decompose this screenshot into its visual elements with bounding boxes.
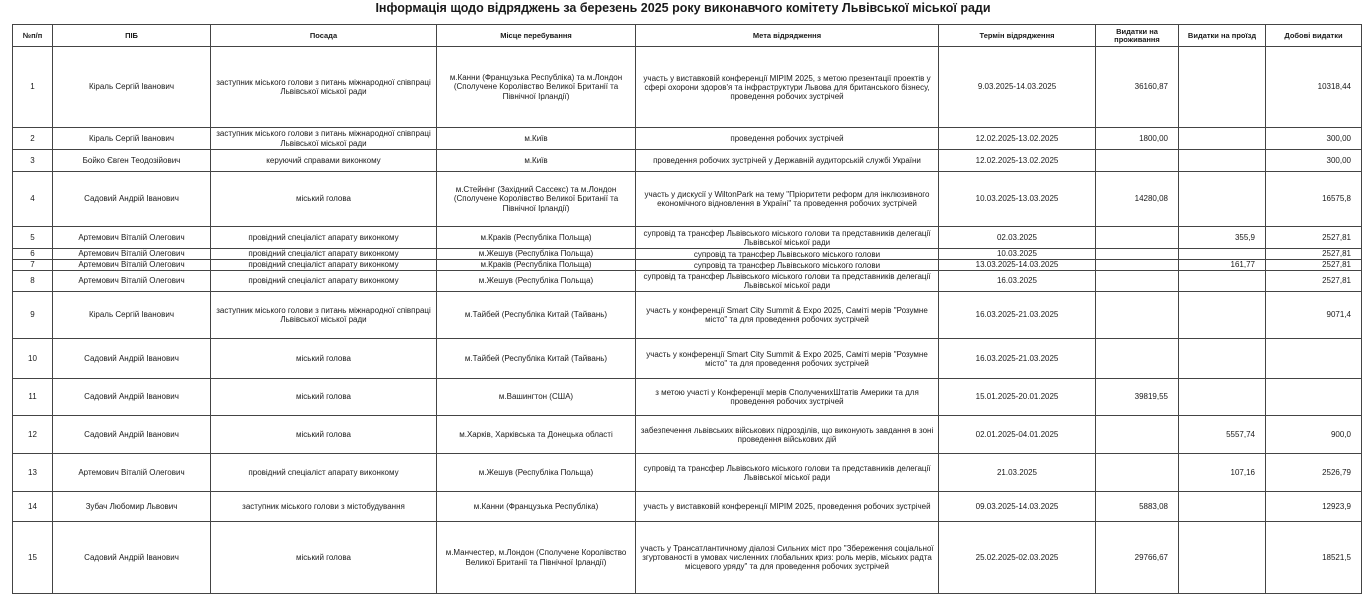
cell-name: Садовий Андрій Іванович [53,172,211,227]
cell-place: м.Жешув (Республіка Польща) [437,454,636,492]
col-header-name: ПІБ [53,25,211,47]
table-row [13,292,1362,339]
cell-number: 8 [13,271,53,292]
cell-living-costs [1096,292,1179,339]
cell-travel-costs: 161,77 [1179,260,1266,271]
table-row [13,339,1362,379]
cell-travel-costs [1179,47,1266,128]
cell-travel-costs: 355,9 [1179,227,1266,249]
cell-travel-costs [1179,150,1266,172]
cell-purpose: з метою участі у Конференції мерів СполученихШтатів Америки та для проведення робочих зустрічей [636,379,939,416]
cell-purpose: супровід та трансфер Львівського міського голови та представників делегації Львівської міської ради [636,227,939,249]
cell-travel-costs [1179,492,1266,522]
cell-name: Артемович Віталій Олегович [53,227,211,249]
cell-position: заступник міського голови з питань міжнародної співпраці Львівської міської ради [211,128,437,150]
cell-daily-costs: 2527,81 [1266,271,1362,292]
cell-purpose: забезпечення львівських військових підрозділів, що виконують завдання в зоні проведення військових дій [636,416,939,454]
cell-daily-costs: 18521,5 [1266,522,1362,594]
cell-number: 5 [13,227,53,249]
cell-travel-costs [1179,339,1266,379]
cell-place: м.Тайбей (Республіка Китай (Тайвань) [437,339,636,379]
cell-place: м.Жешув (Республіка Польща) [437,271,636,292]
cell-travel-costs [1179,172,1266,227]
cell-term: 9.03.2025-14.03.2025 [939,47,1096,128]
cell-purpose: супровід та трансфер Львівського міського голови [636,260,939,271]
cell-position: заступник міського голови з питань міжнародної співпраці Львівської міської ради [211,47,437,128]
cell-travel-costs [1179,522,1266,594]
cell-position: міський голова [211,522,437,594]
cell-place: м.Київ [437,150,636,172]
cell-daily-costs: 12923,9 [1266,492,1362,522]
cell-position: керуючий справами виконкому [211,150,437,172]
cell-term: 10.03.2025-13.03.2025 [939,172,1096,227]
col-header-purpose: Мета відрядження [636,25,939,47]
cell-living-costs: 29766,67 [1096,522,1179,594]
cell-living-costs [1096,227,1179,249]
cell-purpose: участь у конференції Smart City Summit & Expo 2025, Саміті мерів "Розумне місто" та для проведення робочих зустрічей [636,292,939,339]
cell-number: 11 [13,379,53,416]
cell-living-costs [1096,416,1179,454]
cell-number: 15 [13,522,53,594]
cell-place: м.Стейнінг (Західний Сассекс) та м.Лондон (Сполучене Королівство Великої Британії та Північної Ірландії) [437,172,636,227]
col-header-living-costs: Видатки на проживання [1096,25,1179,47]
cell-term: 16.03.2025-21.03.2025 [939,292,1096,339]
cell-travel-costs [1179,379,1266,416]
cell-name: Садовий Андрій Іванович [53,416,211,454]
cell-position: міський голова [211,416,437,454]
cell-living-costs: 1800,00 [1096,128,1179,150]
col-header-daily-costs: Добові видатки [1266,25,1362,47]
cell-daily-costs: 16575,8 [1266,172,1362,227]
cell-number: 13 [13,454,53,492]
cell-place: м.Жешув (Республіка Польща) [437,249,636,260]
col-header-number: №п/п [13,25,53,47]
cell-purpose: супровід та трансфер Львівського міського голови та представників делегації Львівської міської ради [636,454,939,492]
cell-term: 15.01.2025-20.01.2025 [939,379,1096,416]
cell-place: м.Краків (Республіка Польща) [437,260,636,271]
cell-daily-costs: 2527,81 [1266,249,1362,260]
cell-living-costs: 39819,55 [1096,379,1179,416]
cell-living-costs [1096,271,1179,292]
cell-daily-costs: 2527,81 [1266,260,1362,271]
cell-place: м.Тайбей (Республіка Китай (Тайвань) [437,292,636,339]
cell-place: м.Манчестер, м.Лондон (Сполучене Королівство Великої Британії та Північної Ірландії) [437,522,636,594]
cell-position: міський голова [211,339,437,379]
cell-place: м.Канни (Французька Республіка) [437,492,636,522]
cell-daily-costs: 300,00 [1266,150,1362,172]
cell-living-costs [1096,150,1179,172]
table-row [13,260,1362,271]
cell-term: 12.02.2025-13.02.2025 [939,150,1096,172]
cell-living-costs [1096,339,1179,379]
cell-number: 10 [13,339,53,379]
cell-place: м.Канни (Французька Республіка) та м.Лондон (Сполучене Королівство Великої Британії та Північної Ірландії) [437,47,636,128]
col-header-place: Місце перебування [437,25,636,47]
page-title: Інформація щодо відряджень за березень 2025 року виконавчого комітету Львівської міської ради [375,1,991,15]
cell-purpose: супровід та трансфер Львівського міського голови та представників делегації Львівської міської ради [636,271,939,292]
table-row [13,249,1362,260]
cell-travel-costs [1179,249,1266,260]
cell-name: Садовий Андрій Іванович [53,379,211,416]
cell-daily-costs [1266,339,1362,379]
cell-purpose: супровід та трансфер Львівського міського голови [636,249,939,260]
cell-travel-costs: 5557,74 [1179,416,1266,454]
table-row [13,492,1362,522]
cell-name: Зубач Любомир Львович [53,492,211,522]
cell-number: 3 [13,150,53,172]
cell-number: 4 [13,172,53,227]
cell-name: Артемович Віталій Олегович [53,454,211,492]
cell-daily-costs: 300,00 [1266,128,1362,150]
cell-place: м.Київ [437,128,636,150]
table-row [13,47,1362,128]
cell-term: 13.03.2025-14.03.2025 [939,260,1096,271]
cell-position: міський голова [211,172,437,227]
cell-name: Садовий Андрій Іванович [53,339,211,379]
cell-living-costs: 36160,87 [1096,47,1179,128]
cell-name: Бойко Євген Теодозійович [53,150,211,172]
cell-number: 6 [13,249,53,260]
cell-name: Кіраль Сергій Іванович [53,128,211,150]
cell-daily-costs: 10318,44 [1266,47,1362,128]
cell-living-costs [1096,454,1179,492]
table-row [13,522,1362,594]
cell-name: Артемович Віталій Олегович [53,249,211,260]
cell-position: заступник міського голови з містобудування [211,492,437,522]
col-header-position: Посада [211,25,437,47]
cell-purpose: проведення робочих зустрічей [636,128,939,150]
cell-term: 09.03.2025-14.03.2025 [939,492,1096,522]
cell-number: 1 [13,47,53,128]
col-header-travel-costs: Видатки на проїзд [1179,25,1266,47]
cell-term: 10.03.2025 [939,249,1096,260]
table-row [13,227,1362,249]
cell-travel-costs [1179,128,1266,150]
cell-number: 9 [13,292,53,339]
cell-position: заступник міського голови з питань міжнародної співпраці Львівської міської ради [211,292,437,339]
cell-place: м.Вашингтон (США) [437,379,636,416]
cell-position: міський голова [211,379,437,416]
cell-purpose: проведення робочих зустрічей у Державній аудиторській службі України [636,150,939,172]
table-row [13,150,1362,172]
cell-term: 25.02.2025-02.03.2025 [939,522,1096,594]
cell-name: Артемович Віталій Олегович [53,260,211,271]
cell-daily-costs: 900,0 [1266,416,1362,454]
cell-place: м.Краків (Республіка Польща) [437,227,636,249]
table-row [13,379,1362,416]
cell-travel-costs [1179,271,1266,292]
cell-daily-costs: 9071,4 [1266,292,1362,339]
cell-term: 16.03.2025-21.03.2025 [939,339,1096,379]
cell-number: 7 [13,260,53,271]
table-row [13,271,1362,292]
cell-living-costs: 14280,08 [1096,172,1179,227]
cell-number: 14 [13,492,53,522]
cell-purpose: участь у Трансатлантичному діалозі Сильних міст про "Збереження соціальної згуртованості в умовах численних глобальних криз: роль мерів, міських радта місцевого уряду" та для проведення робочих зустрічей [636,522,939,594]
col-header-term: Термін відрядження [939,25,1096,47]
cell-purpose: участь у конференції Smart City Summit & Expo 2025, Саміті мерів "Розумне місто" та для проведення робочих зустрічей [636,339,939,379]
cell-name: Кіраль Сергій Іванович [53,292,211,339]
cell-name: Кіраль Сергій Іванович [53,47,211,128]
table-row [13,128,1362,150]
cell-daily-costs: 2526,79 [1266,454,1362,492]
header-row [13,25,1362,47]
table-row [13,172,1362,227]
cell-living-costs [1096,249,1179,260]
cell-position: провідний спеціаліст апарату виконкому [211,271,437,292]
cell-number: 2 [13,128,53,150]
cell-place: м.Харків, Харківська та Донецька області [437,416,636,454]
cell-term: 02.01.2025-04.01.2025 [939,416,1096,454]
cell-travel-costs: 107,16 [1179,454,1266,492]
cell-name: Садовий Андрій Іванович [53,522,211,594]
cell-term: 02.03.2025 [939,227,1096,249]
cell-living-costs: 5883,08 [1096,492,1179,522]
cell-daily-costs: 2527,81 [1266,227,1362,249]
cell-travel-costs [1179,292,1266,339]
cell-position: провідний спеціаліст апарату виконкому [211,260,437,271]
table-row [13,416,1362,454]
cell-name: Артемович Віталій Олегович [53,271,211,292]
cell-term: 16.03.2025 [939,271,1096,292]
cell-purpose: участь у виставковій конференції MIPIM 2025, з метою презентації проектів у сфері охорони здоров'я та інфраструктури Львова для британського бізнесу, проведення робочих зустрічей [636,47,939,128]
cell-purpose: участь у дискусії у WiltonPark на тему "Пріоритети реформ для інклюзивного економічного відновлення в Україні" та проведення робочих зустрічей [636,172,939,227]
trips-table [12,24,1362,594]
cell-daily-costs [1266,379,1362,416]
cell-position: провідний спеціаліст апарату виконкому [211,249,437,260]
cell-term: 12.02.2025-13.02.2025 [939,128,1096,150]
cell-living-costs [1096,260,1179,271]
cell-number: 12 [13,416,53,454]
cell-term: 21.03.2025 [939,454,1096,492]
cell-purpose: участь у виставковій конференції MIPIM 2025, проведення робочих зустрічей [636,492,939,522]
table-row [13,454,1362,492]
cell-position: провідний спеціаліст апарату виконкому [211,227,437,249]
cell-position: провідний спеціаліст апарату виконкому [211,454,437,492]
